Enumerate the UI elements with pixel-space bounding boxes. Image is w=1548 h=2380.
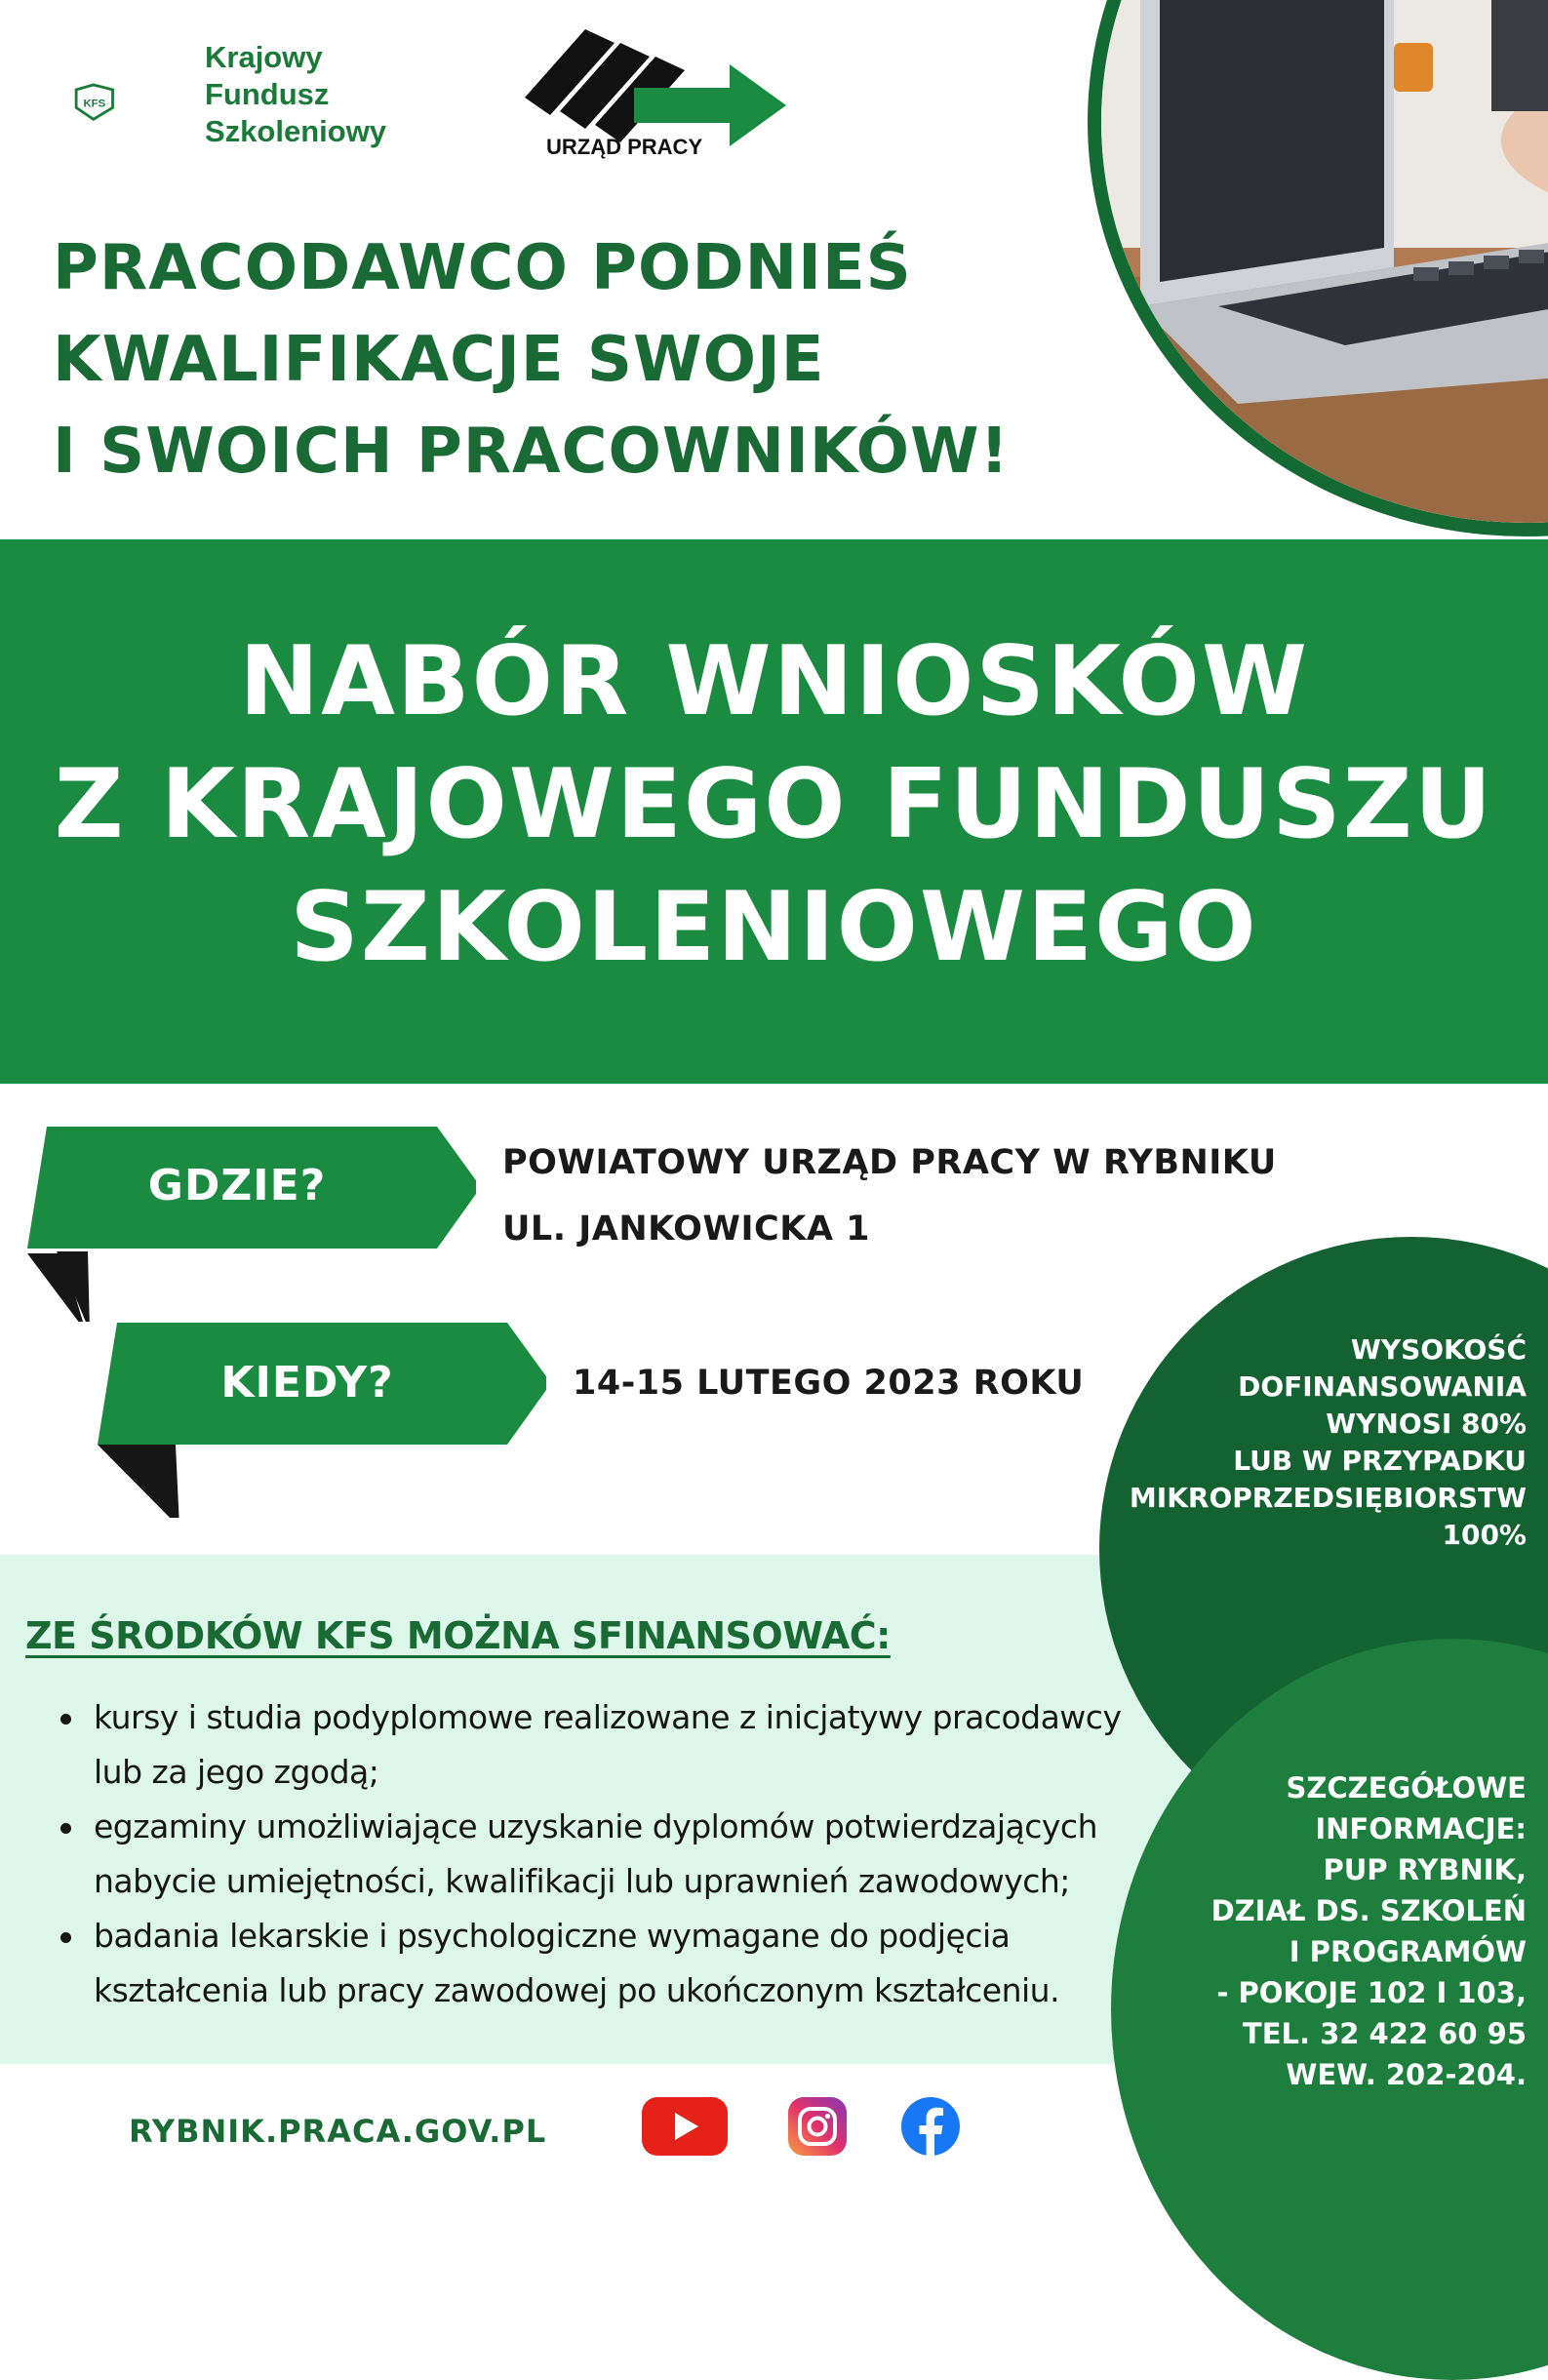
kfs-name-line: Szkoleniowy xyxy=(205,114,387,148)
headline-line: I SWOICH PRACOWNIKÓW! xyxy=(53,416,1010,488)
laptop-illustration xyxy=(1101,0,1548,523)
kfs-logo xyxy=(74,49,191,156)
funding-line: LUB W PRZYPADKU xyxy=(1233,1445,1527,1477)
fundable-list xyxy=(59,1690,1151,2018)
photo-circle xyxy=(1088,0,1548,536)
facebook-icon[interactable] xyxy=(899,2095,962,2158)
details-line: PUP RYBNIK, xyxy=(1323,1853,1527,1886)
headline xyxy=(53,222,1010,497)
details-line: TEL. 32 422 60 95 xyxy=(1242,2017,1527,2050)
list-item: kursy i studia podyplomowe realizowane z inicjatywy pracodawcy lub za jego zgodą; xyxy=(59,1690,1151,1800)
where-address xyxy=(502,1130,1277,1262)
banner-title xyxy=(0,620,1548,989)
banner-line: SZKOLENIOWEGO xyxy=(290,872,1258,983)
funding-line: DOFINANSOWANIA xyxy=(1238,1370,1527,1403)
details-line: SZCZEGÓŁOWE xyxy=(1286,1771,1527,1805)
banner-line: Z KRAJOWEGO FUNDUSZU xyxy=(54,749,1494,860)
funding-line: MIKROPRZEDSIĘBIORSTW xyxy=(1129,1482,1527,1514)
when-label: KIEDY? xyxy=(220,1358,394,1408)
headline-line: KWALIFIKACJE SWOJE xyxy=(53,324,825,396)
list-item: egzaminy umożliwiające uzyskanie dyplomów potwierdzających nabycie umiejętności, kwalifikacji lub uprawnień zawodowych; xyxy=(59,1800,1151,1909)
when-date: 14-15 LUTEGO 2023 ROKU xyxy=(573,1364,1085,1403)
website-link[interactable]: RYBNIK.PRACA.GOV.PL xyxy=(129,2113,547,2150)
funding-rate xyxy=(1130,1331,1527,1554)
where-line: UL. JANKOWICKA 1 xyxy=(502,1210,870,1249)
where-line: POWIATOWY URZĄD PRACY W RYBNIKU xyxy=(502,1143,1277,1182)
details-line: WEW. 202-204. xyxy=(1286,2058,1527,2091)
funding-line: 100% xyxy=(1442,1519,1527,1551)
kfs-name-line: Krajowy xyxy=(205,40,323,74)
details-line: DZIAŁ DS. SZKOLEŃ xyxy=(1211,1894,1527,1927)
funding-line: WYNOSI 80% xyxy=(1326,1408,1527,1440)
details-line: I PROGRAMÓW xyxy=(1289,1935,1527,1968)
banner-line: NABÓR WNIOSKÓW xyxy=(239,626,1309,737)
details-line: INFORMACJE: xyxy=(1315,1812,1527,1845)
fundable-title: ZE ŚRODKÓW KFS MOŻNA SFINANSOWAĆ: xyxy=(25,1614,891,1657)
details-line: - POKOJE 102 I 103, xyxy=(1216,1976,1527,2009)
laptop-photo xyxy=(1101,0,1548,523)
when-ribbon xyxy=(98,1323,546,1518)
where-ribbon xyxy=(27,1127,476,1322)
headline-line: PRACODAWCO PODNIEŚ xyxy=(53,232,912,304)
details-info xyxy=(1211,1767,1527,2095)
list-item: badania lekarskie i psychologiczne wymagane do podjęcia kształcenia lub pracy zawodowej po ukończonym kształceniu. xyxy=(59,1909,1151,2018)
funding-line: WYSOKOŚĆ xyxy=(1350,1333,1527,1366)
instagram-icon[interactable] xyxy=(786,2095,849,2158)
kfs-abbr: KFS xyxy=(83,98,106,110)
kfs-name-line: Fundusz xyxy=(205,77,330,111)
where-label: GDZIE? xyxy=(147,1161,327,1210)
kfs-name xyxy=(205,39,386,150)
urzad-pracy-label: URZĄD PRACY xyxy=(546,135,703,159)
youtube-icon[interactable] xyxy=(642,2095,728,2158)
